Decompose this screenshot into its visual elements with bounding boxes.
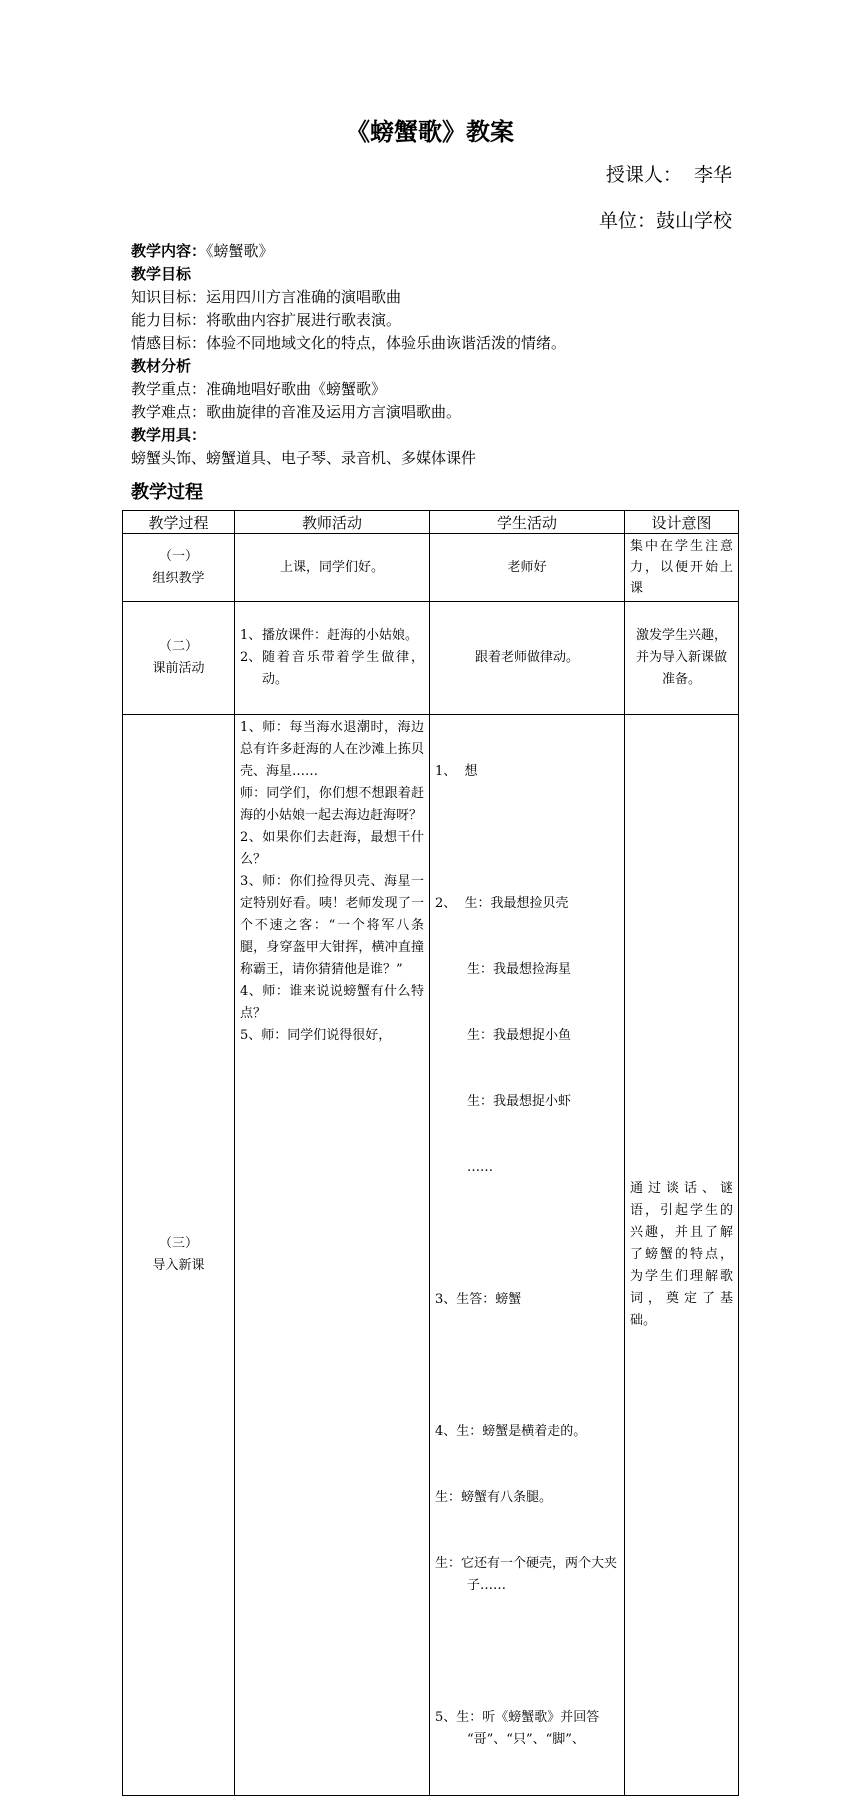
student-answer: 生：我最想捡海星 [467, 962, 572, 977]
teacher-paragraph: 1、师：每当海水退潮时，海边总有许多赶海的人在沙滩上拣贝壳、海星…… [240, 720, 424, 779]
stage-cell [123, 715, 235, 1796]
stage-number: （三） [158, 1236, 198, 1251]
stage-cell [123, 534, 235, 602]
tools-heading: 教学用具： [131, 426, 207, 444]
teacher-paragraph: 2、如果你们去赶海，最想干什么？ [240, 830, 424, 867]
goals-heading: 教学目标 [131, 265, 192, 283]
content-label: 教学内容： [131, 242, 207, 260]
goal-emotion: 情感目标：体验不同地域文化的特点，体验乐曲诙谐活泼的情绪。 [131, 334, 567, 352]
student-answer: 3、生答：螃蟹 [435, 1292, 522, 1307]
key-point: 教学重点：准确地唱好歌曲《螃蟹歌》 [131, 380, 387, 398]
teacher-activity [235, 715, 430, 1796]
student-answer: 生：螃蟹有八条腿。 [435, 1490, 553, 1505]
student-answer: …… [467, 1160, 493, 1175]
student-answer: 2、 生：我最想捡贝壳 [435, 896, 569, 911]
design-intent: 通过谈话、谜语，引起学生的兴趣，并且了解了螃蟹的特点，为学生们理解歌词，奠定了基础。 [625, 715, 739, 1796]
student-answer: 生：我最想捉小虾 [467, 1094, 572, 1109]
design-intent: 激发学生兴趣，并为导入新课做准备。 [625, 602, 739, 715]
tools-list: 螃蟹头饰、螃蟹道具、电子琴、录音机、多媒体课件 [131, 449, 477, 467]
student-activity [430, 715, 625, 1796]
student-answer: 1、 想 [435, 764, 478, 779]
table-header-row [123, 511, 739, 534]
student-activity: 老师好 [430, 534, 625, 602]
process-table [122, 510, 739, 1796]
difficulty: 教学难点：歌曲旋律的音准及运用方言演唱歌曲。 [131, 403, 462, 421]
stage-name: 组织教学 [152, 570, 205, 586]
student-answer: 生：我最想捉小鱼 [467, 1028, 572, 1043]
header-stage: 教学过程 [123, 511, 235, 534]
content-line [131, 240, 751, 263]
stage-number: （二） [158, 639, 198, 654]
stage-cell [123, 602, 235, 715]
table-row [123, 534, 739, 602]
school-unit: 单位：鼓山学校 [598, 210, 732, 232]
stage-name: 导入新课 [152, 1258, 205, 1273]
teacher-activity [235, 602, 430, 715]
item-text: 播放课件：赶海的小姑娘。 [262, 628, 419, 643]
document-title: 《螃蟹歌》教案 [346, 118, 514, 146]
teacher-paragraph: 5、师：同学们说得很好， [240, 1028, 392, 1043]
header-teacher: 教师活动 [235, 511, 430, 534]
stage-name: 课前活动 [152, 661, 205, 676]
lesson-info [131, 240, 751, 470]
content-value: 《螃蟹歌》 [206, 242, 274, 260]
table-row [123, 715, 739, 1796]
student-activity: 跟着老师做律动。 [430, 602, 625, 715]
teacher-activity: 上课，同学们好。 [235, 534, 430, 602]
list-item [240, 625, 424, 647]
teacher-paragraph: 4、师：谁来说说螃蟹有什么特点？ [240, 984, 424, 1021]
teacher-paragraph: 3、师：你们捡得贝壳、海星一定特别好看。咦！老师发现了一个不速之客：“一个将军八条腿，身穿盔甲大钳挥，横冲直撞称霸王，请你猜猜他是谁？” [240, 874, 424, 977]
goal-knowledge: 知识目标：运用四川方言准确的演唱歌曲 [131, 288, 402, 306]
item-text: 随着音乐带着学生做律，动。 [262, 650, 424, 687]
goal-ability: 能力目标：将歌曲内容扩展进行歌表演。 [131, 311, 402, 329]
header-student: 学生活动 [430, 511, 625, 534]
design-intent: 集中在学生注意力，以便开始上课 [625, 534, 739, 602]
header-intent: 设计意图 [625, 511, 739, 534]
analysis-heading: 教材分析 [131, 357, 192, 375]
item-number: 2、 [240, 650, 262, 665]
teacher-paragraph: 师：同学们，你们想不想跟着赶海的小姑娘一起去海边赶海呀？ [240, 786, 424, 823]
student-answer: 4、生：螃蟹是横着走的。 [435, 1424, 587, 1439]
teacher-name: 授课人： 李华 [605, 164, 732, 186]
process-heading: 教学过程 [131, 482, 203, 503]
table-row [123, 602, 739, 715]
student-answer: 5、生：听《螃蟹歌》并回答 “哥”、“只”、“脚”、 [435, 1710, 604, 1747]
item-number: 1、 [240, 628, 262, 643]
student-answer: 生：它还有一个硬壳，两个大夹子…… [435, 1556, 618, 1593]
stage-number: （一） [158, 548, 198, 564]
list-item [240, 647, 424, 691]
